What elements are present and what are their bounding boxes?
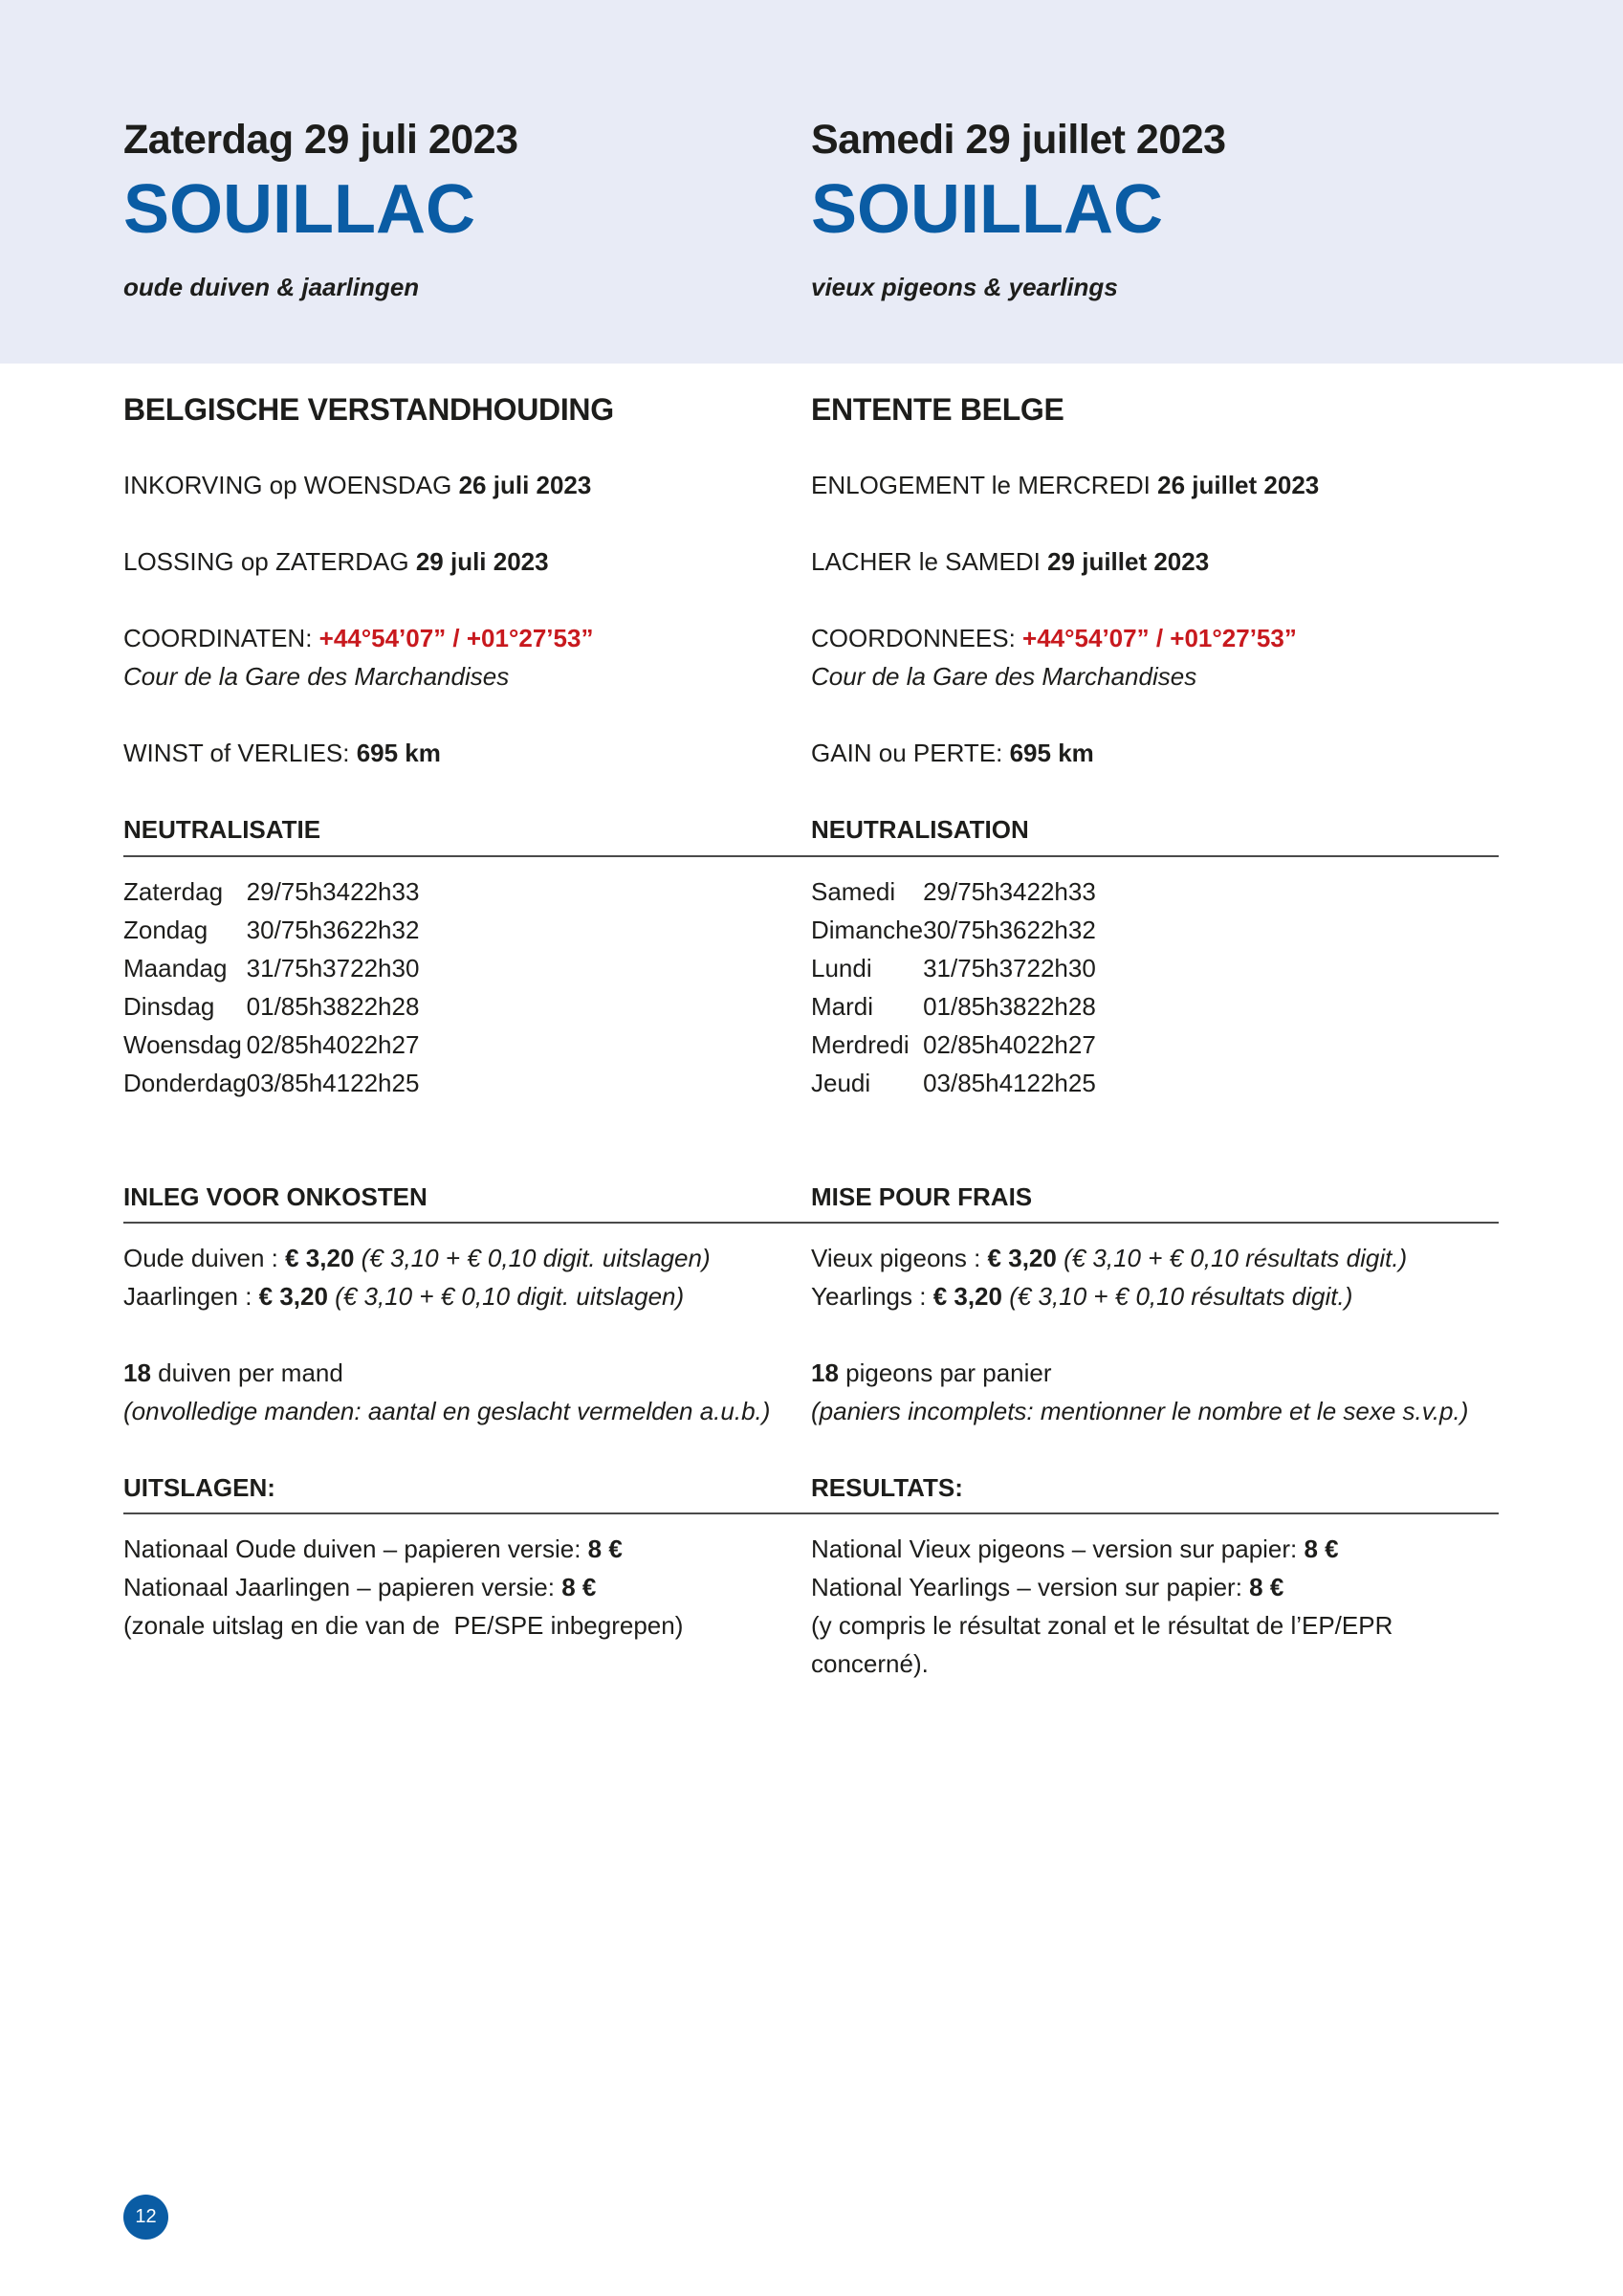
neutralisation-title-nl: NEUTRALISATIE [123, 815, 321, 844]
results-note-fr-line1: (y compris le résultat zonal et le résultat de l’EP/EPR [811, 1611, 1393, 1640]
neutralisation-day: Woensdag [123, 1029, 242, 1059]
neutralisation-day: Donderdag [123, 1068, 247, 1097]
coordinates-value: +44°54’07” / +01°27’53” [1022, 624, 1297, 652]
per-basket-line-nl [123, 1358, 343, 1388]
neutralisation-row [123, 1026, 419, 1064]
results-label: Nationaal Oude duiven – papieren versie: [123, 1534, 588, 1563]
coordinates-line-nl [123, 624, 593, 653]
distance-line-nl [123, 739, 441, 768]
neutralisation-start: 5h38 [295, 991, 351, 1021]
race-category-fr: vieux pigeons & yearlings [811, 273, 1118, 301]
results-price: 8 € [1304, 1534, 1339, 1563]
neutralisation-end: 22h27 [350, 1029, 420, 1059]
fee-line [811, 1244, 1407, 1273]
neutralisation-date: 03/8 [246, 1068, 296, 1097]
neutralisation-start: 5h38 [971, 991, 1027, 1021]
neutralisation-date: 30/7 [246, 915, 296, 944]
neutralisation-start: 5h34 [971, 876, 1027, 906]
neutralisation-row [811, 1064, 1096, 1102]
neutralisation-date: 02/8 [923, 1029, 972, 1059]
fee-line [123, 1282, 684, 1312]
neutralisation-end: 22h30 [1026, 953, 1096, 982]
per-basket-count: 18 [123, 1358, 151, 1387]
release-place-fr: Cour de la Gare des Marchandises [811, 662, 1197, 691]
per-basket-line-fr [811, 1358, 1052, 1388]
neutralisation-day: Mardi [811, 991, 874, 1021]
neutralisation-date: 01/8 [923, 991, 972, 1021]
release-line-fr [811, 547, 1209, 577]
organisation-title-fr: ENTENTE BELGE [811, 392, 1064, 427]
neutralisation-end: 22h27 [1026, 1029, 1096, 1059]
fee-value: € 3,20 [987, 1244, 1057, 1272]
basketing-label: INKORVING op WOENSDAG [123, 471, 459, 499]
coordinates-value: +44°54’07” / +01°27’53” [318, 624, 594, 652]
results-note-fr-line2: concerné). [811, 1649, 929, 1678]
neutralisation-row [811, 1026, 1096, 1064]
neutralisation-end: 22h32 [350, 915, 420, 944]
results-label: National Yearlings – version sur papier: [811, 1573, 1250, 1601]
neutralisation-day: Jeudi [811, 1068, 871, 1097]
results-line [811, 1534, 1339, 1564]
neutralisation-start: 5h40 [971, 1029, 1027, 1059]
neutralisation-row [123, 949, 419, 987]
coordinates-label: COORDONNEES: [811, 624, 1023, 652]
results-price: 8 € [561, 1573, 597, 1601]
neutralisation-end: 22h30 [350, 953, 420, 982]
fee-note: (€ 3,10 + € 0,10 digit. uitslagen) [354, 1244, 711, 1272]
release-line-nl [123, 547, 549, 577]
distance-line-fr [811, 739, 1094, 768]
basketing-date: 26 juillet 2023 [1157, 471, 1320, 499]
neutralisation-divider [123, 855, 1499, 857]
coordinates-line-fr [811, 624, 1297, 653]
neutralisation-end: 22h33 [1026, 876, 1096, 906]
basketing-line-nl [123, 471, 591, 500]
fee-note: (€ 3,10 + € 0,10 digit. uitslagen) [327, 1282, 685, 1311]
neutralisation-start: 5h40 [295, 1029, 351, 1059]
neutralisation-date: 03/8 [923, 1068, 972, 1097]
neutralisation-day: Merdredi [811, 1029, 910, 1059]
neutralisation-end: 22h28 [1026, 991, 1096, 1021]
fee-value: € 3,20 [285, 1244, 355, 1272]
organisation-title-nl: BELGISCHE VERSTANDHOUDING [123, 392, 614, 427]
distance-label: GAIN ou PERTE: [811, 739, 1010, 767]
neutralisation-date: 30/7 [923, 915, 972, 944]
neutralisation-day: Zaterdag [123, 876, 224, 906]
neutralisation-day: Dimanche [811, 915, 924, 944]
neutralisation-row [123, 911, 419, 949]
release-place-nl: Cour de la Gare des Marchandises [123, 662, 510, 691]
fees-title-nl: INLEG VOOR ONKOSTEN [123, 1182, 428, 1211]
fee-note: (€ 3,10 + € 0,10 résultats digit.) [1056, 1244, 1408, 1272]
neutralisation-end: 22h33 [350, 876, 420, 906]
neutralisation-day: Maandag [123, 953, 228, 982]
results-label: Nationaal Jaarlingen – papieren versie: [123, 1573, 562, 1601]
neutralisation-start: 5h36 [971, 915, 1027, 944]
neutralisation-row [811, 911, 1096, 949]
fee-label: Oude duiven : [123, 1244, 286, 1272]
neutralisation-start: 5h37 [971, 953, 1027, 982]
neutralisation-day: Samedi [811, 876, 896, 906]
per-basket-text: pigeons par panier [838, 1358, 1052, 1387]
results-label: National Vieux pigeons – version sur papier: [811, 1534, 1305, 1563]
results-title-nl: UITSLAGEN: [123, 1473, 275, 1502]
results-line [123, 1534, 623, 1564]
neutralisation-date: 02/8 [246, 1029, 296, 1059]
basketing-date: 26 juli 2023 [458, 471, 592, 499]
release-label: LOSSING op ZATERDAG [123, 547, 416, 576]
distance-value: 695 km [356, 739, 441, 767]
distance-value: 695 km [1009, 739, 1094, 767]
neutralisation-date: 01/8 [246, 991, 296, 1021]
release-date: 29 juillet 2023 [1047, 547, 1210, 576]
neutralisation-day: Lundi [811, 953, 872, 982]
coordinates-label: COORDINATEN: [123, 624, 319, 652]
neutralisation-day: Dinsdag [123, 991, 215, 1021]
fee-value: € 3,20 [258, 1282, 328, 1311]
results-divider [123, 1512, 1499, 1514]
release-label: LACHER le SAMEDI [811, 547, 1048, 576]
neutralisation-start: 5h34 [295, 876, 351, 906]
fee-label: Yearlings : [811, 1282, 933, 1311]
race-category-nl: oude duiven & jaarlingen [123, 273, 420, 301]
results-title-fr: RESULTATS: [811, 1473, 963, 1502]
fee-label: Vieux pigeons : [811, 1244, 988, 1272]
results-line [123, 1573, 596, 1602]
neutralisation-row [123, 872, 419, 911]
neutralisation-table-fr [811, 872, 1096, 1102]
distance-label: WINST of VERLIES: [123, 739, 357, 767]
fees-divider [123, 1222, 1499, 1224]
results-price: 8 € [587, 1534, 623, 1563]
results-line [811, 1573, 1283, 1602]
neutralisation-date: 31/7 [246, 953, 296, 982]
results-price: 8 € [1249, 1573, 1284, 1601]
neutralisation-title-fr: NEUTRALISATION [811, 815, 1029, 844]
fee-note: (€ 3,10 + € 0,10 résultats digit.) [1001, 1282, 1353, 1311]
race-date-fr: Samedi 29 juillet 2023 [811, 117, 1226, 163]
race-city-nl: SOUILLAC [123, 171, 475, 248]
neutralisation-row [123, 1064, 419, 1102]
release-date: 29 juli 2023 [415, 547, 549, 576]
per-basket-text: duiven per mand [150, 1358, 343, 1387]
neutralisation-table-nl [123, 872, 419, 1102]
neutralisation-row [811, 949, 1096, 987]
neutralisation-day: Zondag [123, 915, 208, 944]
neutralisation-start: 5h36 [295, 915, 351, 944]
neutralisation-end: 22h25 [350, 1068, 420, 1097]
neutralisation-row [123, 987, 419, 1026]
incomplete-basket-note-fr: (paniers incomplets: mentionner le nombre et le sexe s.v.p.) [811, 1397, 1469, 1425]
race-city-fr: SOUILLAC [811, 171, 1163, 248]
neutralisation-start: 5h41 [971, 1068, 1027, 1097]
neutralisation-end: 22h32 [1026, 915, 1096, 944]
page-number-badge: 12 [123, 2195, 168, 2240]
fee-line [123, 1244, 711, 1273]
neutralisation-date: 31/7 [923, 953, 972, 982]
neutralisation-end: 22h25 [1026, 1068, 1096, 1097]
basketing-line-fr [811, 471, 1319, 500]
incomplete-basket-note-nl: (onvolledige manden: aantal en geslacht vermelden a.u.b.) [123, 1397, 771, 1425]
race-date-nl: Zaterdag 29 juli 2023 [123, 117, 518, 163]
neutralisation-date: 29/7 [923, 876, 972, 906]
fee-label: Jaarlingen : [123, 1282, 259, 1311]
fees-title-fr: MISE POUR FRAIS [811, 1182, 1033, 1211]
neutralisation-date: 29/7 [246, 876, 296, 906]
fee-line [811, 1282, 1352, 1312]
fee-value: € 3,20 [932, 1282, 1002, 1311]
basketing-label: ENLOGEMENT le MERCREDI [811, 471, 1158, 499]
per-basket-count: 18 [811, 1358, 839, 1387]
neutralisation-row [811, 987, 1096, 1026]
neutralisation-start: 5h37 [295, 953, 351, 982]
results-note-nl: (zonale uitslag en die van de PE/SPE inbegrepen) [123, 1611, 684, 1640]
neutralisation-start: 5h41 [295, 1068, 351, 1097]
neutralisation-end: 22h28 [350, 991, 420, 1021]
neutralisation-row [811, 872, 1096, 911]
